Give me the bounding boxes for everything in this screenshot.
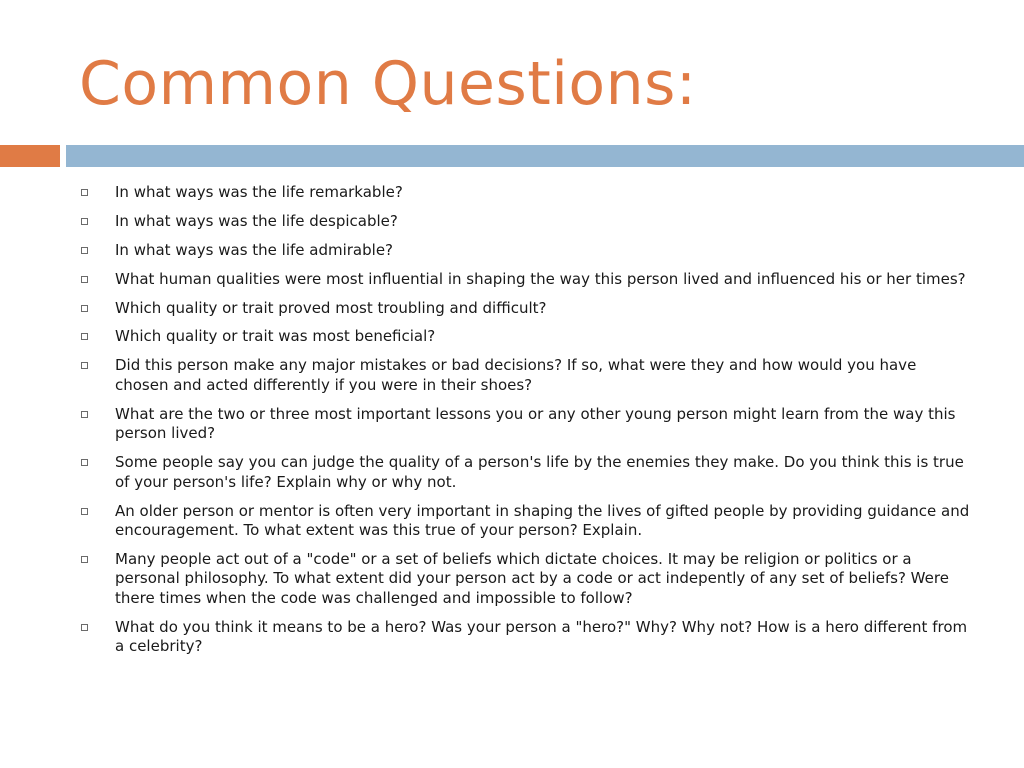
square-bullet-icon — [81, 556, 88, 563]
list-item-text: What do you think it means to be a hero? Was your person a "hero?" Why? Why not? How is a hero different from a celebrity? — [115, 617, 968, 656]
list-item — [0, 270, 1024, 290]
list-item-text: In what ways was the life admirable? — [115, 240, 394, 259]
list-item — [0, 405, 1024, 444]
list-item-text: In what ways was the life despicable? — [115, 211, 398, 230]
list-item-text: Did this person make any major mistakes or bad decisions? If so, what were they and how would you have chosen and acted differently if you were in their shoes? — [115, 356, 917, 394]
list-item-text: Which quality or trait proved most troubling and difficult? — [115, 298, 547, 317]
list-item — [0, 327, 1024, 347]
square-bullet-icon — [81, 459, 88, 466]
list-item-text: Which quality or trait was most beneficial? — [115, 327, 436, 346]
list-item — [0, 453, 1024, 492]
square-bullet-icon — [81, 624, 88, 631]
square-bullet-icon — [81, 508, 88, 515]
list-item — [0, 212, 1024, 232]
list-item-text: Some people say you can judge the quality of a person's life by the enemies they make. Do you think this is true of your person's life? Explain why or why not. — [115, 453, 964, 491]
list-item-text: What human qualities were most influential in shaping the way this person lived and influenced his or her times? — [115, 269, 966, 288]
square-bullet-icon — [81, 333, 88, 340]
list-item — [0, 550, 1024, 609]
square-bullet-icon — [81, 362, 88, 369]
blue-rule-bar — [66, 145, 1024, 167]
square-bullet-icon — [81, 276, 88, 283]
list-item — [0, 183, 1024, 203]
question-list — [0, 183, 1024, 666]
list-item — [0, 241, 1024, 261]
square-bullet-icon — [81, 411, 88, 418]
square-bullet-icon — [81, 189, 88, 196]
list-item — [0, 356, 1024, 395]
list-item — [0, 502, 1024, 541]
square-bullet-icon — [81, 305, 88, 312]
list-item — [0, 618, 1024, 657]
orange-accent-bar — [0, 145, 60, 167]
list-item — [0, 299, 1024, 319]
square-bullet-icon — [81, 247, 88, 254]
list-item-text: Many people act out of a "code" or a set of beliefs which dictate choices. It may be religion or politics or a personal philosophy. To what extent did your person act by a code or act indepently of any set of beliefs? Were there times when the code was challenged and impossible to follow? — [115, 549, 949, 607]
list-item-text: In what ways was the life remarkable? — [115, 183, 403, 201]
slide-title: Common Questions: — [79, 49, 697, 119]
list-item-text: What are the two or three most important lessons you or any other young person might learn from the way this person lived? — [115, 404, 956, 443]
list-item-text: An older person or mentor is often very important in shaping the lives of gifted people by providing guidance and encouragement. To what extent was this true of your person? Explain. — [115, 501, 970, 540]
square-bullet-icon — [81, 218, 88, 225]
